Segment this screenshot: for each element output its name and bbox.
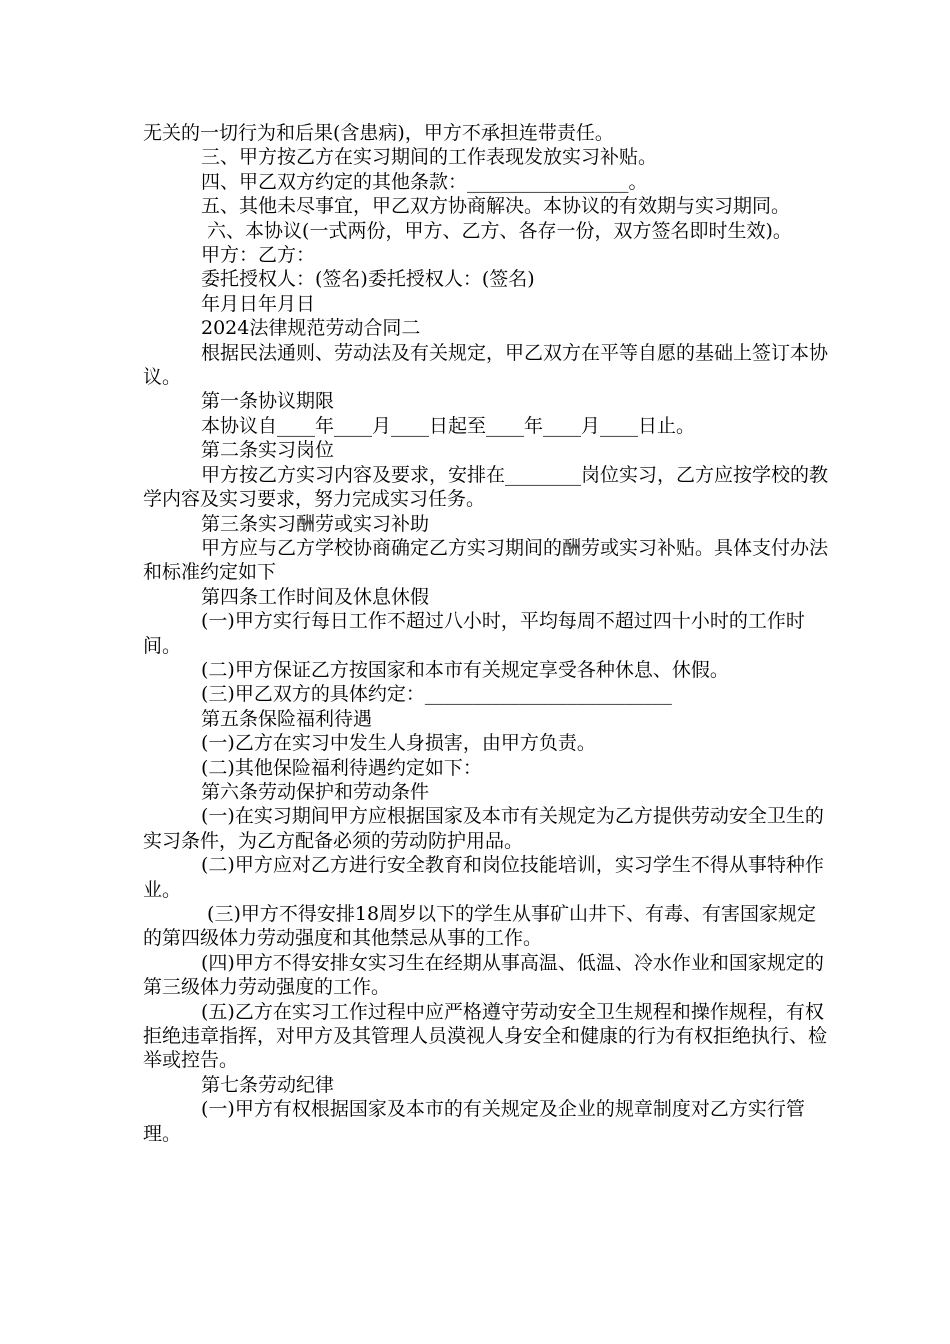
paragraph: 甲方按乙方实习内容及要求，安排在________岗位实习，乙方应按学校的教学内容及实习要求，努力完成实习任务。 (143, 463, 829, 511)
paragraph: 本协议自____年____月____日起至____年____月____日止。 (201, 414, 696, 437)
paragraph: (一)在实习期间甲方应根据国家及本市有关规定为乙方提供劳动安全卫生的实习条件，为乙方配备必须的劳动防护用品。 (143, 805, 824, 852)
signature-line: 委托授权人：(签名)委托授权人：(签名) (201, 268, 535, 291)
paragraph: (三)甲方不得安排18周岁以下的学生从事矿山井下、有毒、有害国家规定的第四级体力劳动强度和其他禁忌从事的工作。 (143, 903, 817, 950)
paragraph: 甲方应与乙方学校协商确定乙方实习期间的酬劳或实习补贴。具体支付办法和标准约定如下 (143, 536, 829, 584)
article-heading: 第二条实习岗位 (201, 439, 335, 462)
article-heading: 第五条保险福利待遇 (201, 707, 373, 730)
article-heading: 第六条劳动保护和劳动条件 (201, 780, 430, 803)
article-heading: 第一条协议期限 (201, 390, 335, 413)
paragraph: 五、其他未尽事宜，甲乙双方协商解决。本协议的有效期与实习期同。 (201, 195, 791, 218)
paragraph: (四)甲方不得安排女实习生在经期从事高温、低温、冷水作业和国家规定的第三级体力劳动强度的工作。 (143, 951, 824, 999)
paragraph: (一)甲方有权根据国家及本市的有关规定及企业的规章制度对乙方实行管理。 (143, 1098, 805, 1145)
paragraph: (二)甲方保证乙方按国家和本市有关规定享受各种休息、休假。 (201, 658, 729, 681)
date-line: 年月日年月日 (201, 292, 316, 315)
article-heading: 第四条工作时间及休息休假 (201, 585, 430, 608)
article-heading: 第七条劳动纪律 (201, 1073, 335, 1096)
paragraph: (三)甲乙双方的具体约定：__________________________ (201, 683, 672, 706)
paragraph: (一)甲方实行每日工作不超过八小时，平均每周不超过四十小时的工作时间。 (143, 610, 805, 657)
paragraph: 三、甲方按乙方在实习期间的工作表现发放实习补贴。 (201, 146, 658, 169)
paragraph: 四、甲乙双方约定的其他条款：_________________。 (201, 170, 648, 193)
paragraph: (二)其他保险福利待遇约定如下： (201, 756, 482, 779)
paragraph: 六、本协议(一式两份，甲方、乙方、各存一份，双方签名即时生效)。 (201, 219, 792, 242)
paragraph: 根据民法通则、劳动法及有关规定，甲乙双方在平等自愿的基础上签订本协议。 (143, 341, 829, 389)
paragraph: 无关的一切行为和后果(含患病)，甲方不承担连带责任。 (143, 122, 614, 144)
paragraph: (五)乙方在实习工作过程中应严格遵守劳动安全卫生规程和操作规程，有权拒绝违章指挥，对甲方及其管理人员漠视人身安全和健康的行为有权拒绝执行、检举或控告。 (143, 1000, 828, 1072)
paragraph: (一)乙方在实习中发生人身损害，由甲方负责。 (201, 732, 596, 755)
document-body (143, 121, 833, 1146)
signature-line: 甲方：乙方： (201, 244, 316, 267)
section-title: 2024法律规范劳动合同二 (201, 317, 421, 340)
paragraph: (二)甲方应对乙方进行安全教育和岗位技能培训，实习学生不得从事特种作业。 (143, 854, 824, 901)
article-heading: 第三条实习酬劳或实习补助 (201, 512, 430, 535)
